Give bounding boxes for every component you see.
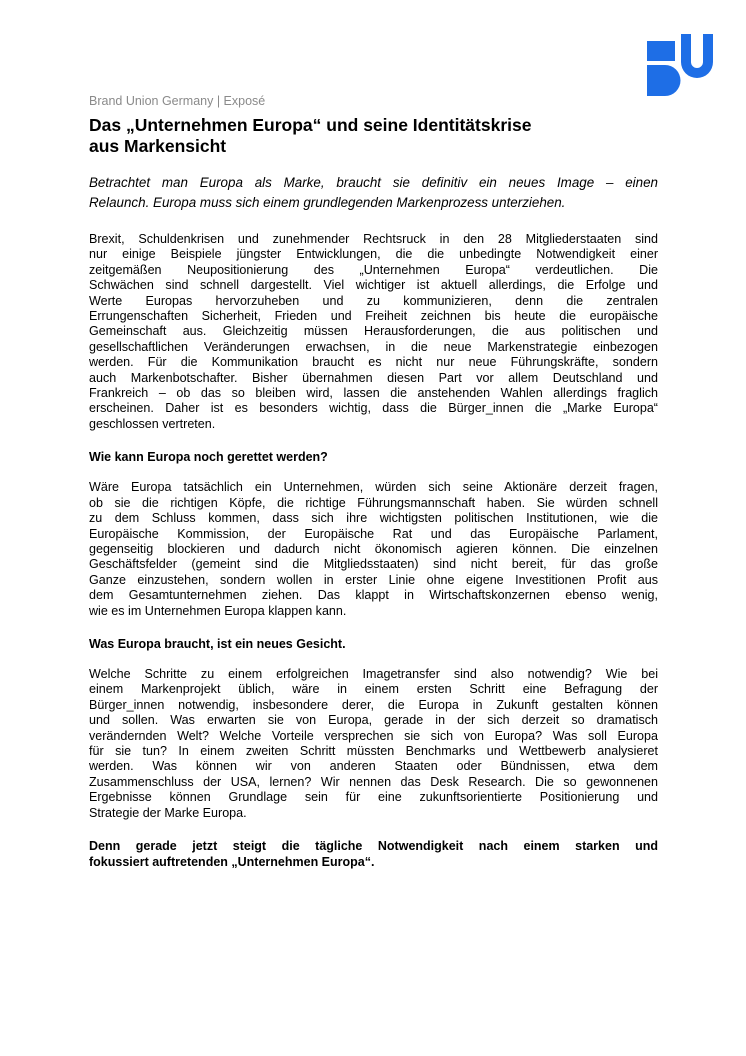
- text-line: werden. Was können wir von anderen Staaten oder Bündnissen, etwa dem: [89, 759, 658, 774]
- section-heading-1: Wie kann Europa noch gerettet werden?: [89, 450, 328, 465]
- lead-line: Relaunch. Europa muss sich einem grundlegenden Markenprozess unterziehen.: [89, 195, 566, 210]
- text-line: Wäre Europa tatsächlich ein Unternehmen, würden sich seine Aktionäre derzeit fragen,: [89, 480, 658, 495]
- text-line: Gemeinschaft aus. Gleichzeitig müssen Herausforderungen, die aus politischen und: [89, 324, 658, 339]
- text-line: wie es im Unternehmen Europa klappen kann.: [89, 603, 347, 618]
- text-line: erscheinen. Daher ist es besonders wichtig, dass die Bürger_innen die „Marke Europa“: [89, 401, 658, 416]
- body-paragraph-3: [89, 667, 658, 821]
- text-line: Geschäftsfelder (gemeint sind die Mitgliedsstaaten) sind nicht bereit, für das große: [89, 557, 658, 572]
- text-line: Ergebnisse können Grundlage sein für eine zukunftsorientierte Positionierung und: [89, 790, 658, 805]
- closing-statement: [89, 838, 658, 870]
- text-line: verändernden Welt? Welche Vorteile versprechen sie sich von Europa? Was soll Europa: [89, 728, 658, 743]
- text-line: auch Markenbotschafter. Bisher übernahmen diesen Part vor allem Deutschland und: [89, 370, 658, 385]
- text-line: gegenseitig blockieren und dadurch nicht ökonomisch agieren können. Die einzelnen: [89, 541, 658, 556]
- text-line: Ganze einzustehen, sondern wollen in erster Linie ohne eigene Investitionen Profit aus: [89, 572, 658, 587]
- brand-union-logo: [647, 34, 713, 96]
- title-line: aus Markensicht: [89, 136, 227, 156]
- text-line: Errungenschaften Sicherheit, Frieden und Freiheit zeichnen bis heute die europäische: [89, 309, 658, 324]
- text-line: ob sie die richtigen Köpfe, die richtige Führungsmannschaft haben. Sie würden schnell: [89, 495, 658, 510]
- document-page: [89, 93, 658, 870]
- text-line: Schwächen sind schnell dargestellt. Viel wichtiger ist aktuell allerdings, die Erfolge und: [89, 278, 658, 293]
- lead-paragraph: [89, 173, 658, 213]
- lead-line: Betrachtet man Europa als Marke, braucht sie definitiv ein neues Image – einen: [89, 175, 658, 190]
- text-line: geschlossen vertreten.: [89, 416, 216, 431]
- text-line: Bürger_innen notwendig, insbesondere derer, die Europa in Zukunft gestalten können: [89, 697, 658, 712]
- document-kicker: Brand Union Germany | Exposé: [89, 94, 266, 108]
- text-line: zeitgemäßen Neupositionierung des „Unternehmen Europa“ verdeutlichen. Die: [89, 262, 658, 277]
- body-paragraph-1: [89, 232, 658, 432]
- text-line: Zusammenschluss der USA, lernen? Wir nennen das Desk Research. Die so gewonnenen: [89, 774, 658, 789]
- text-line: zu dem Schluss kommen, dass sich ihre wichtigsten politischen Institutionen, wie die: [89, 511, 658, 526]
- text-line: einem Markenprojekt üblich, wäre in einem ersten Schritt eine Befragung der: [89, 682, 658, 697]
- text-line: nur einige Beispiele jüngster Entwicklungen, die die unbedingte Notwendigkeit einer: [89, 247, 658, 262]
- closing-line: Denn gerade jetzt steigt die tägliche Notwendigkeit nach einem starken und: [89, 839, 658, 853]
- section-heading-2: Was Europa braucht, ist ein neues Gesicht.: [89, 636, 346, 651]
- text-line: Frankreich – ob das so bleiben wird, lassen die anstehenden Wahlen allerdings fraglich: [89, 386, 658, 401]
- text-line: Brexit, Schuldenkrisen und zunehmender Rechtsruck in den 28 Mitgliederstaaten sind: [89, 232, 658, 246]
- text-line: für sie tun? In einem zweiten Schritt müssten Benchmarks und Wettbewerb analysieret: [89, 743, 658, 758]
- text-line: Europäische Kommission, der Europäische Rat und das Europäische Parlament,: [89, 526, 658, 541]
- text-line: Strategie der Marke Europa.: [89, 805, 247, 820]
- body-paragraph-2: [89, 480, 658, 619]
- title-line: Das „Unternehmen Europa“ und seine Identitätskrise: [89, 115, 532, 135]
- text-line: und sollen. Was erwarten sie von Europa, gerade in der sich derzeit so dramatisch: [89, 713, 658, 728]
- text-line: Werte Europas hervorzuheben und zu kommunizieren, denn die zentralen: [89, 293, 658, 308]
- text-line: Welche Schritte zu einem erfolgreichen Imagetransfer sind also notwendig? Wie bei: [89, 666, 658, 681]
- text-line: dem Gesamtunternehmen ziehen. Das klappt in Wirtschaftskonzernen ebenso wenig,: [89, 588, 658, 603]
- document-title: [89, 115, 658, 157]
- text-line: werden. Für die Kommunikation braucht es nicht nur neue Führungskräfte, sondern: [89, 355, 658, 370]
- text-line: gesellschaftlichen Veränderungen erwachsen, in die neue Markenstrategie einbezogen: [89, 339, 658, 354]
- closing-line: fokussiert auftretenden „Unternehmen Europa“.: [89, 855, 375, 869]
